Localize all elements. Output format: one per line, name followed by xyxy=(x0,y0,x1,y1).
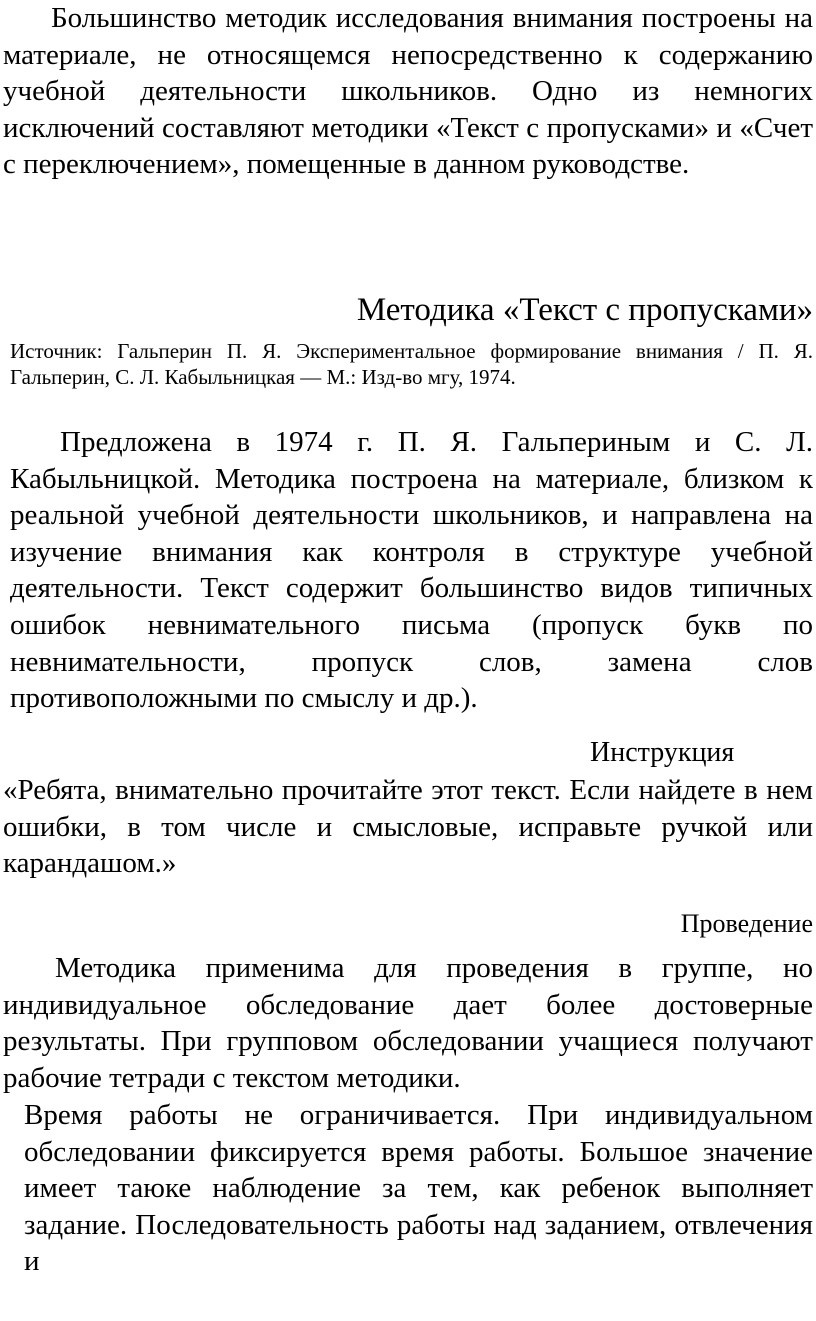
time-paragraph: Время работы не ограничивается. При индивидуальном обследовании фиксируется время работы. Большое значение имеет таюке наблюдение за тем, как ребенок выполняет задание. Последовательность работы над заданием, отвлечения и xyxy=(24,1099,813,1278)
source-citation: Источник: Гальперин П. Я. Экспериментальное формирование внимания / П. Я. Гальперин, С. Л. Кабыльницкая — М.: Изд-во мгу, 1974. xyxy=(10,339,813,389)
instruction-paragraph: «Ребята, внимательно прочитайте этот текст. Если найдете в нем ошибки, в том числе и смысловые, исправьте ручкой или карандашом.» xyxy=(3,774,813,880)
method-heading: Методика «Текст с пропусками» xyxy=(356,292,813,328)
procedure-paragraph: Методика применима для проведения в группе, но индивидуальное обследование дает более достоверные результаты. При групповом обследовании учащиеся получают рабочие тетради с текстом методики. xyxy=(3,952,813,1094)
procedure-heading: Проведение xyxy=(680,909,813,938)
method-description-paragraph: Предложена в 1974 г. П. Я. Гальпериным и С. Л. Кабыльницкой. Методика построена на материале, близком к реальной учебной деятельности школьников, и направлена на изучение внимания как контроля в структуре учебной деятельности. Текст содержит большинство видов типичных ошибок невнимательного письма (пропуск букв по невнимательности, пропуск слов, замена слов противоположными по смыслу и др.). xyxy=(10,426,813,715)
instruction-heading: Инструкция xyxy=(590,737,735,768)
intro-paragraph: Большинство методик исследования внимания построены на материале, не относящемся непосредственно к содержанию учебной деятельности школьников. Одно из немногих исключений составляют методики «Текст с пропусками» и «Счет с переключением», помещенные в данном руководстве. xyxy=(3,2,813,181)
